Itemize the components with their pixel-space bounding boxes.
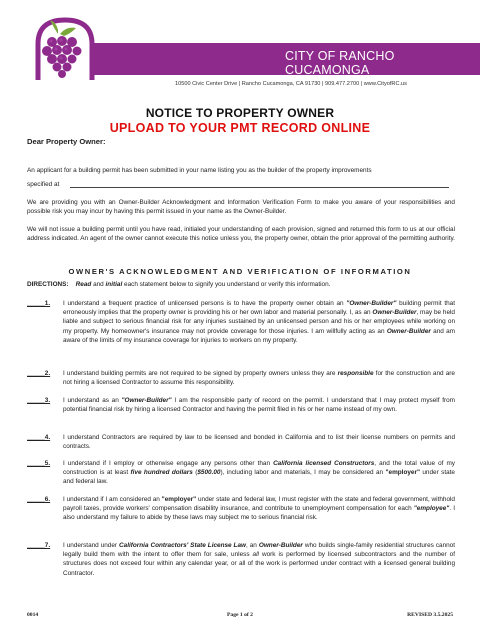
initial-field-4[interactable]: _____4. (27, 434, 51, 441)
specified-at-label: specified at (27, 181, 60, 188)
statement-segment: "employer" (161, 496, 197, 503)
statement-segment: I understand a frequent practice of unlicensed persons is to have the property owner obtain an (63, 300, 347, 307)
statement-segment: "Owner-Builder" (346, 300, 397, 307)
statement-segment: I understand as an (63, 397, 122, 404)
page-subtitle: UPLOAD TO YOUR PMT RECORD ONLINE (109, 121, 371, 135)
statement-segment: five hundred dollars (130, 469, 193, 477)
initial-field-5[interactable]: _____5. (27, 460, 51, 467)
statement-segment: . I also understand my failure to abide by these laws may subject me to serious financial risk. (63, 505, 455, 522)
statement-text (63, 396, 455, 414)
form-code: 0014 (27, 612, 39, 618)
statement-segment: California licensed Constructors (273, 460, 375, 467)
statement-text (63, 459, 455, 487)
revision-date: REVISED 3.5.2025 (407, 612, 453, 618)
statement-segment: Owner-Builder (386, 327, 431, 335)
statement-text (63, 495, 455, 523)
initial-field-3[interactable]: _____3. (27, 397, 51, 404)
statement-segment: Owner-Builder (372, 309, 417, 317)
statement-segment: I understand if I am considered an (63, 496, 162, 503)
statement-segment: for the construction and are not hiring a licensed Contractor to assume this responsibility. (63, 370, 455, 387)
statement-text (63, 369, 455, 387)
intro-paragraph-3: We will not issue a building permit until you have read, initialed your understanding of each provision, signed and returned this form to us at our official address indicated. An agent of the owner cannot execute this notice unless you, the property owner, obtain the prior approval of the permitting authority. (27, 226, 455, 243)
intro-paragraph-2: We are providing you with an Owner-Builder Acknowledgment and Information Verification Form to make you aware of your responsibilities and possible risk you may incur by having this permit issued in your name as the Owner-Builder. (27, 199, 455, 216)
statement-1 (27, 299, 455, 345)
directions-rest: each statement below to signify you understand or verify this information. (124, 281, 331, 288)
statement-segment: responsible (337, 370, 374, 377)
statement-4 (27, 433, 455, 451)
statement-segment: I understand if I employ or otherwise engage any persons other than (63, 460, 274, 467)
statement-2 (27, 369, 455, 387)
directions-and: and (93, 281, 104, 288)
statement-6 (27, 495, 455, 523)
section-title: OWNER'S ACKNOWLEDGMENT AND VERIFICATION OF INFORMATION (68, 267, 412, 276)
statement-segment: "Owner-Builder" (121, 397, 172, 404)
header-banner (90, 43, 480, 75)
greeting: Dear Property Owner: (27, 137, 106, 146)
statement-segment: who builds single-family residential structures cannot legally build them with the intent to offer them for sale, unless (63, 542, 456, 559)
initial-field-1[interactable]: _____1. (27, 300, 51, 307)
statement-segment: California Contractors' State License Law (119, 542, 246, 549)
statement-segment: I understand Contractors are required by law to be licensed and bonded in California and to list their license numbers on permits and contracts. (63, 434, 455, 451)
statement-segment: "employee" (413, 505, 450, 513)
statement-segment: under state and federal law, I must register with the state and federal government, withhold payroll taxes, provide workers' compensation disability insurance, and contribute to unemployment compensation for each (63, 496, 455, 513)
statement-segment: ( (192, 469, 198, 477)
directions-initial: initial (105, 281, 123, 288)
statement-segment: , and the total value of my construction is at least (63, 460, 455, 477)
statement-7 (27, 541, 455, 578)
initial-field-2[interactable]: _____2. (27, 370, 51, 377)
statement-segment: , an (246, 542, 259, 549)
directions-label: DIRECTIONS: (27, 281, 69, 288)
statement-segment: I am the responsible party of record on the permit. I understand that I may protect myself from potential financial risk by hiring a licensed Contractor and having the permit filed in his or her name instead of my own. (63, 397, 455, 414)
statement-text (63, 433, 455, 451)
statement-segment: Owner-Builder (258, 542, 303, 549)
statement-segment: "employer" (385, 469, 420, 477)
initial-field-7[interactable]: _____7. (27, 542, 51, 549)
statement-segment: and am aware of the limits of my insurance coverage for injuries to workers on my property. (63, 327, 455, 344)
statement-text (63, 299, 455, 345)
city-address: 10500 Civic Center Drive | Rancho Cucamonga, CA 91730 | 909.477.2700 | www.CityofRC.us (175, 81, 407, 87)
intro-paragraph-1: An applicant for a building permit has been submitted in your name listing you as the builder of the property improvements (27, 167, 372, 174)
statement-segment: ), including labor and materials, I may be considered an (220, 469, 386, 477)
city-name: CITY OF RANCHO CUCAMONGA (285, 49, 395, 77)
statement-segment: $500.00 (197, 469, 221, 477)
statement-segment: work is performed by licensed subcontractors and the number of structures does not exceed four within any calendar year, or all of the work is performed under contract with a licensed general building Contractor. (63, 551, 455, 577)
page-title: NOTICE TO PROPERTY OWNER (145, 106, 335, 120)
directions (27, 281, 330, 288)
specified-at-field[interactable] (70, 186, 449, 188)
statement-5 (27, 459, 455, 487)
statement-segment: all (252, 551, 259, 559)
statement-segment: I understand building permits are not required to be signed by property owners unless they are (63, 370, 338, 377)
statement-segment: , may be held liable and subject to serious financial risk for any injuries sustained by an unlicensed person and his or her employees while working on my property. My homeowner's insurance may not provide coverage for those injuries. I am willfully acting as an (63, 309, 455, 335)
initial-field-6[interactable]: _____6. (27, 496, 51, 503)
statement-segment: under state and federal law. (63, 469, 455, 486)
directions-read: Read (75, 281, 92, 288)
statement-text (63, 541, 455, 578)
statement-3 (27, 396, 455, 414)
page-number: Page 1 of 2 (227, 612, 253, 618)
statement-segment: building permit that erroneously implies that the property owner is providing his or her own labor and material personally. I, as an (63, 300, 455, 317)
statement-segment: I understand under (63, 542, 120, 549)
